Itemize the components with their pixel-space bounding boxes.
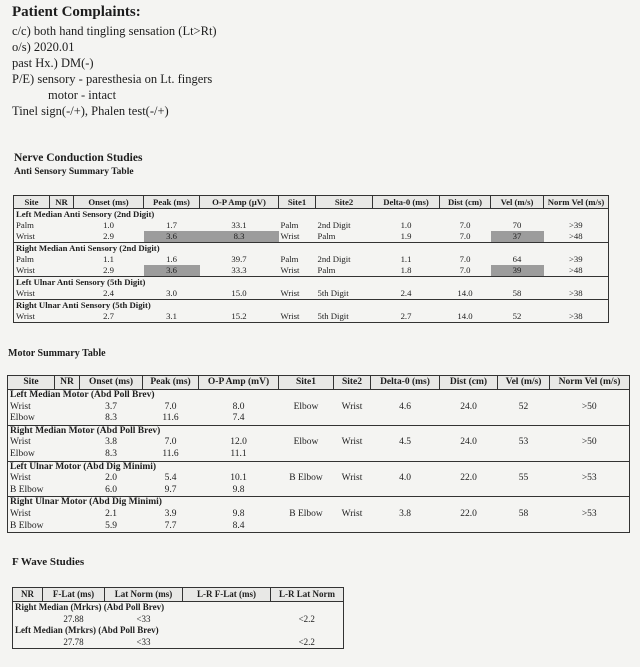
cell-peak: 1.6	[166, 254, 177, 265]
table-row	[8, 485, 630, 497]
cell-dist: 24.0	[460, 401, 477, 412]
table-row	[13, 614, 344, 626]
cell-delta	[371, 485, 440, 497]
cell-norm-vel: >39	[568, 220, 583, 231]
cell-amp: 10.1	[230, 473, 247, 484]
column-header: Onset (ms)	[74, 196, 144, 209]
cell-nr	[55, 473, 80, 485]
cell-lr-lat-norm: <2.2	[298, 613, 315, 624]
group-label: Left Median Motor (Abd Poll Brev)	[10, 390, 155, 401]
cell-dist: 24.0	[460, 437, 477, 448]
table-row	[8, 473, 630, 485]
cell-delta: 2.7	[400, 311, 412, 322]
cell-norm-vel: >53	[581, 473, 597, 484]
complaint-line: P/E) sensory - paresthesia on Lt. fingers	[12, 72, 213, 86]
cell-onset: 8.3	[105, 413, 117, 424]
cell-site2: Palm	[317, 231, 336, 242]
group-label: Right Median Anti Sensory (2nd Digit)	[14, 243, 609, 255]
cell-site2	[334, 413, 371, 425]
cell-nr	[50, 231, 74, 243]
group-label: Left Ulnar Motor (Abd Dig Minimi)	[8, 461, 630, 473]
cell-norm-vel: >38	[568, 288, 583, 299]
table-header-row	[14, 196, 609, 209]
cell-peak: 7.0	[164, 401, 177, 412]
cell-site1	[279, 413, 334, 425]
cell-vel: 58	[512, 288, 522, 299]
column-header: Lat Norm (ms)	[105, 588, 183, 602]
cell-amp-abnormal: 8.3	[200, 231, 279, 243]
group-header-row	[14, 277, 609, 289]
cell-vel: 55	[518, 473, 529, 484]
cell-site: Palm	[16, 254, 34, 265]
column-header: Norm Vel (m/s)	[544, 196, 609, 209]
cell-vel: 53	[518, 437, 529, 448]
column-header: Site1	[279, 196, 316, 209]
cell-site2: Wrist	[341, 473, 363, 484]
cell-site2: 2nd Digit	[317, 220, 351, 231]
group-header-row	[14, 300, 609, 312]
cell-vel: 52	[518, 401, 529, 412]
column-header: Vel (m/s)	[498, 376, 550, 390]
cell-site1	[279, 449, 334, 461]
cell-site: Wrist	[16, 265, 35, 276]
cell-peak: 5.4	[164, 473, 177, 484]
cell-amp: 12.0	[230, 437, 247, 448]
cell-nr	[50, 220, 74, 231]
complaint-line: past Hx.) DM(-)	[12, 56, 94, 70]
cell-site2: Palm	[317, 265, 336, 276]
cell-dist: 22.0	[460, 473, 477, 484]
column-header: L-R F-Lat (ms)	[183, 588, 271, 602]
cell-site1: Wrist	[280, 288, 300, 299]
cell-site2	[334, 485, 371, 497]
cell-vel: 58	[518, 508, 529, 519]
cell-lr-f-lat	[183, 614, 271, 626]
table-row	[14, 254, 609, 265]
cell-lr-lat-norm: <2.2	[298, 636, 315, 647]
cell-nr	[55, 485, 80, 497]
fwave-table	[12, 587, 344, 649]
cell-delta	[371, 449, 440, 461]
cell-site1: Elbow	[293, 437, 319, 448]
cell-norm-vel: >48	[568, 265, 583, 276]
cell-vel	[498, 521, 550, 533]
cell-site2: 5th Digit	[317, 311, 349, 322]
table-header-row	[13, 588, 344, 602]
cell-vel	[498, 485, 550, 497]
cell-dist: 14.0	[457, 288, 473, 299]
cell-dist	[440, 413, 498, 425]
cell-nr	[55, 413, 80, 425]
cell-dist	[440, 485, 498, 497]
cell-norm-vel: >38	[568, 311, 583, 322]
cell-norm-vel	[550, 449, 630, 461]
cell-onset: 2.9	[103, 265, 114, 276]
cell-delta: 1.8	[400, 265, 412, 276]
cell-delta	[371, 413, 440, 425]
cell-site1: Wrist	[280, 311, 300, 322]
cell-dist: 7.0	[459, 220, 471, 231]
cell-site: Elbow	[10, 413, 35, 424]
cell-site: Wrist	[16, 231, 35, 242]
column-header: Delta-0 (ms)	[371, 376, 440, 390]
column-header: L-R Lat Norm	[271, 588, 344, 602]
cell-onset: 2.4	[103, 288, 114, 299]
table-row	[8, 402, 630, 414]
cell-vel-abnormal: 37	[491, 231, 544, 243]
cell-amp: 9.8	[232, 484, 245, 495]
cell-lat-norm: <33	[136, 613, 151, 624]
cell-onset: 6.0	[105, 484, 117, 495]
cell-nr	[50, 265, 74, 277]
table-row	[8, 413, 630, 425]
cell-nr	[55, 509, 80, 521]
cell-site2: 5th Digit	[317, 288, 349, 299]
cell-peak: 7.0	[164, 437, 177, 448]
group-label: Right Median (Mrkrs) (Abd Poll Brev)	[15, 602, 165, 613]
column-header: NR	[50, 196, 74, 209]
cell-site1: Wrist	[280, 265, 300, 276]
sensory-summary-table	[13, 195, 609, 323]
column-header: O-P Amp (mV)	[199, 376, 279, 390]
group-label: Right Median Motor (Abd Poll Brev)	[8, 425, 630, 437]
cell-amp: 39.7	[231, 254, 247, 265]
cell-delta: 4.6	[399, 401, 411, 412]
cell-site: Wrist	[10, 508, 31, 519]
cell-site1	[279, 485, 334, 497]
cell-site1: Palm	[280, 254, 299, 265]
cell-amp: 33.3	[231, 265, 247, 276]
column-header: NR	[13, 588, 43, 602]
group-header-row	[8, 461, 630, 473]
cell-norm-vel	[550, 413, 630, 425]
cell-peak: 3.0	[166, 288, 177, 299]
column-header: O-P Amp (µV)	[200, 196, 279, 209]
cell-peak-abnormal: 3.6	[144, 265, 200, 277]
group-header-row	[8, 425, 630, 437]
ncs-subtitle: Anti Sensory Summary Table	[14, 167, 134, 177]
table-row	[14, 265, 609, 277]
cell-delta: 4.5	[399, 437, 411, 448]
cell-peak: 9.7	[164, 484, 177, 495]
cell-site1	[279, 521, 334, 533]
cell-norm-vel	[550, 485, 630, 497]
motor-title: Motor Summary Table	[8, 348, 106, 359]
cell-delta	[371, 521, 440, 533]
cell-onset: 2.0	[105, 473, 117, 484]
cell-dist: 7.0	[459, 231, 471, 242]
cell-onset: 2.7	[103, 311, 114, 322]
cell-peak: 3.9	[164, 508, 177, 519]
column-header: Delta-0 (ms)	[373, 196, 440, 209]
cell-vel: 70	[512, 220, 522, 231]
cell-nr	[55, 402, 80, 414]
cell-amp: 8.4	[232, 520, 245, 531]
group-header-row	[14, 209, 609, 221]
cell-norm-vel: >39	[568, 254, 583, 265]
cell-vel	[498, 449, 550, 461]
cell-lr-f-lat	[183, 637, 271, 649]
group-label: Right Ulnar Anti Sensory (5th Digit)	[14, 300, 609, 312]
cell-delta: 1.1	[400, 254, 412, 265]
cell-site: B Elbow	[10, 520, 44, 531]
cell-onset: 1.0	[103, 220, 114, 231]
column-header: Peak (ms)	[144, 196, 200, 209]
complaint-line: Tinel sign(-/+), Phalen test(-/+)	[12, 104, 169, 118]
complaint-line: o/s) 2020.01	[12, 40, 75, 54]
cell-site: B Elbow	[10, 484, 44, 495]
group-header-row	[8, 390, 630, 402]
cell-site: Wrist	[16, 288, 35, 299]
cell-peak-abnormal: 3.6	[144, 231, 200, 243]
cell-onset: 8.3	[105, 449, 117, 460]
cell-amp: 33.1	[231, 220, 247, 231]
cell-vel: 64	[512, 254, 522, 265]
cell-site: Wrist	[10, 401, 31, 412]
cell-norm-vel: >53	[581, 508, 597, 519]
cell-lat-norm: <33	[136, 636, 151, 647]
cell-site2: Wrist	[341, 437, 363, 448]
motor-summary-table	[7, 375, 630, 533]
complaints-title: Patient Complaints:	[12, 4, 141, 20]
cell-onset: 5.9	[105, 520, 117, 531]
cell-site: Palm	[16, 220, 34, 231]
column-header: Site2	[316, 196, 373, 209]
cell-peak: 7.7	[164, 520, 177, 531]
cell-peak: 3.1	[166, 311, 177, 322]
cell-site2	[334, 449, 371, 461]
cell-dist	[440, 449, 498, 461]
cell-onset: 3.8	[105, 437, 117, 448]
table-row	[8, 509, 630, 521]
cell-nr	[50, 288, 74, 300]
cell-norm-vel	[550, 521, 630, 533]
column-header: Dist (cm)	[440, 376, 498, 390]
cell-dist: 7.0	[459, 265, 471, 276]
cell-site1: Wrist	[280, 231, 300, 242]
column-header: Dist (cm)	[440, 196, 491, 209]
table-row	[13, 637, 344, 649]
cell-norm-vel: >48	[568, 231, 583, 242]
column-header: Site1	[279, 376, 334, 390]
cell-vel-abnormal: 39	[491, 265, 544, 277]
cell-onset: 2.9	[103, 231, 114, 242]
cell-dist	[440, 521, 498, 533]
cell-dist: 14.0	[457, 311, 473, 322]
cell-nr	[50, 254, 74, 265]
fwave-title: F Wave Studies	[12, 556, 85, 568]
group-label: Left Ulnar Anti Sensory (5th Digit)	[14, 277, 609, 289]
cell-onset: 1.1	[103, 254, 114, 265]
cell-site: Wrist	[16, 311, 35, 322]
table-header-row	[8, 376, 630, 390]
group-header-row	[13, 602, 344, 614]
cell-site2	[334, 521, 371, 533]
cell-site1: B Elbow	[289, 508, 323, 519]
cell-site: Wrist	[10, 473, 31, 484]
cell-site2: Wrist	[341, 401, 363, 412]
cell-site2: Wrist	[341, 508, 363, 519]
ncs-title: Nerve Conduction Studies	[14, 152, 143, 164]
cell-dist: 7.0	[459, 254, 471, 265]
cell-dist: 22.0	[460, 508, 477, 519]
cell-site1: Elbow	[293, 401, 319, 412]
group-header-row	[13, 625, 344, 637]
complaint-line: motor - intact	[48, 88, 117, 102]
cell-nr	[55, 437, 80, 449]
cell-f-lat: 27.78	[63, 636, 84, 647]
cell-vel: 52	[512, 311, 522, 322]
column-header: Peak (ms)	[143, 376, 199, 390]
cell-amp: 7.4	[232, 413, 245, 424]
cell-nr	[50, 311, 74, 323]
group-header-row	[14, 243, 609, 255]
cell-site2: 2nd Digit	[317, 254, 351, 265]
column-header: Norm Vel (m/s)	[550, 376, 630, 390]
cell-delta: 3.8	[399, 508, 411, 519]
cell-vel	[498, 413, 550, 425]
cell-amp: 9.8	[232, 508, 245, 519]
table-row	[8, 521, 630, 533]
group-header-row	[8, 497, 630, 509]
cell-site: Wrist	[10, 437, 31, 448]
cell-site1: B Elbow	[289, 473, 323, 484]
column-header: Site	[8, 376, 55, 390]
cell-delta: 1.0	[400, 220, 412, 231]
table-row	[14, 288, 609, 300]
cell-norm-vel: >50	[581, 437, 597, 448]
cell-site1: Palm	[280, 220, 299, 231]
cell-delta: 2.4	[400, 288, 412, 299]
group-label: Left Median (Mrkrs) (Abd Poll Brev)	[15, 625, 159, 636]
column-header: Site2	[334, 376, 371, 390]
cell-nr	[55, 521, 80, 533]
complaint-line: c/c) both hand tingling sensation (Lt>Rt)	[12, 24, 217, 38]
cell-peak: 11.6	[162, 413, 179, 424]
cell-amp: 11.1	[230, 449, 247, 460]
table-row	[14, 231, 609, 243]
cell-f-lat: 27.88	[63, 613, 84, 624]
group-label: Left Median Anti Sensory (2nd Digit)	[16, 209, 155, 220]
table-row	[14, 311, 609, 323]
column-header: NR	[55, 376, 80, 390]
column-header: Vel (m/s)	[491, 196, 544, 209]
cell-onset: 2.1	[105, 508, 117, 519]
column-header: F-Lat (ms)	[43, 588, 105, 602]
cell-peak: 11.6	[162, 449, 179, 460]
cell-amp: 8.0	[232, 401, 245, 412]
column-header: Site	[14, 196, 50, 209]
column-header: Onset (ms)	[80, 376, 143, 390]
group-label: Right Ulnar Motor (Abd Dig Minimi)	[8, 497, 630, 509]
cell-site: Elbow	[10, 449, 35, 460]
table-row	[8, 449, 630, 461]
cell-onset: 3.7	[105, 401, 117, 412]
cell-nr	[55, 449, 80, 461]
cell-delta: 4.0	[399, 473, 411, 484]
cell-amp: 15.2	[231, 311, 247, 322]
cell-peak: 1.7	[166, 220, 177, 231]
cell-delta: 1.9	[400, 231, 412, 242]
cell-amp: 15.0	[231, 288, 247, 299]
table-row	[14, 220, 609, 231]
table-row	[8, 437, 630, 449]
cell-norm-vel: >50	[581, 401, 597, 412]
